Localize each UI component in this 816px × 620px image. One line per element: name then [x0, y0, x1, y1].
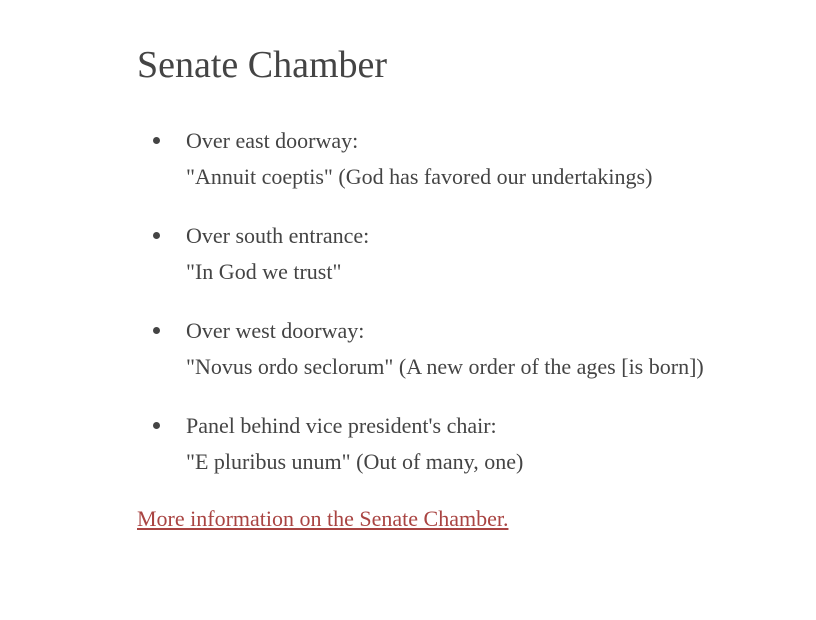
inscription-text: "In God we trust" [186, 259, 342, 284]
inscription-text: "Novus ordo seclorum" (A new order of the ages [is born]) [186, 354, 704, 379]
bullet-icon [153, 327, 160, 334]
bullet-icon [153, 232, 160, 239]
list-item [137, 408, 797, 480]
inscription-location: Over west doorway: [186, 318, 365, 343]
bullet-icon [153, 422, 160, 429]
more-info-link[interactable]: More information on the Senate Chamber. [137, 506, 509, 531]
inscription-list [137, 123, 797, 480]
list-item [137, 313, 797, 385]
main-content [137, 40, 797, 537]
list-item [137, 218, 797, 290]
inscription-location: Over east doorway: [186, 128, 359, 153]
inscription-text: "E pluribus unum" (Out of many, one) [186, 449, 524, 474]
inscription-location: Over south entrance: [186, 223, 370, 248]
inscription-text: "Annuit coeptis" (God has favored our undertakings) [186, 164, 653, 189]
inscription-location: Panel behind vice president's chair: [186, 413, 497, 438]
page-title: Senate Chamber [137, 44, 388, 86]
bullet-icon [153, 137, 160, 144]
list-item [137, 123, 797, 195]
